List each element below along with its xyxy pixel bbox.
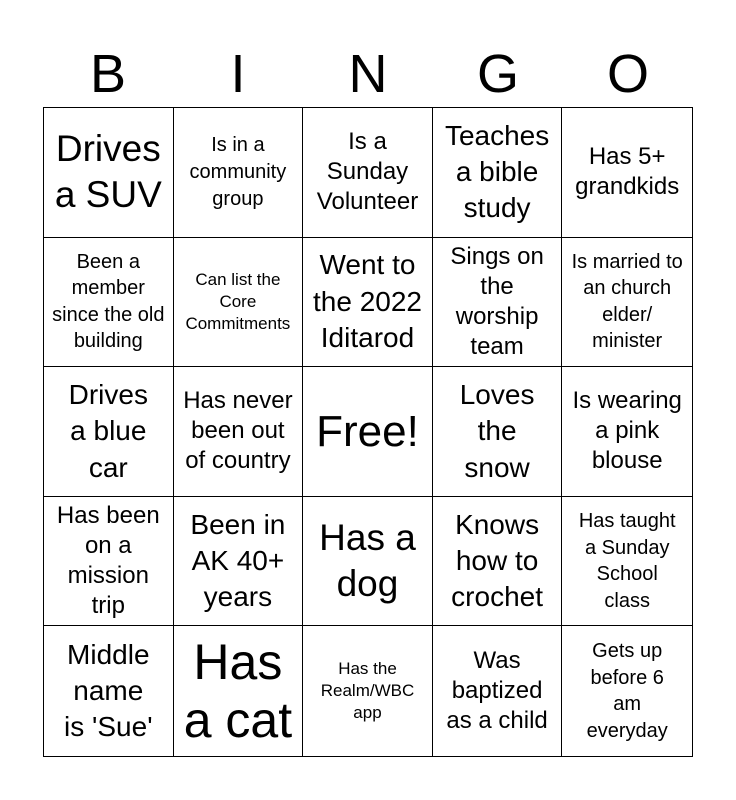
bingo-cell-r3c5[interactable]: Is wearing a pink blouse xyxy=(562,367,692,497)
header-letter-o: O xyxy=(606,44,649,104)
bingo-cell-r1c4[interactable]: Teaches a bible study xyxy=(433,108,563,238)
header-letter-b: B xyxy=(89,44,127,104)
bingo-cell-r4c1[interactable]: Has been on a mission trip xyxy=(44,497,174,627)
bingo-cell-r4c5[interactable]: Has taught a Sunday School class xyxy=(562,497,692,627)
bingo-cell-r2c3[interactable]: Went to the 2022 Iditarod xyxy=(303,238,433,368)
bingo-cell-r4c3[interactable]: Has a dog xyxy=(303,497,433,627)
bingo-board xyxy=(43,107,693,757)
bingo-cell-r4c2[interactable]: Been in AK 40+ years xyxy=(174,497,304,627)
bingo-cell-r2c1[interactable]: Been a member since the old building xyxy=(44,238,174,368)
bingo-cell-r5c1[interactable]: Middle name is 'Sue' xyxy=(44,626,174,756)
bingo-cell-r3c2[interactable]: Has never been out of country xyxy=(174,367,304,497)
bingo-cell-r5c2[interactable]: Has a cat xyxy=(174,626,304,756)
bingo-cell-r1c3[interactable]: Is a Sunday Volunteer xyxy=(303,108,433,238)
bingo-cell-r1c5[interactable]: Has 5+ grandkids xyxy=(562,108,692,238)
bingo-cell-r4c4[interactable]: Knows how to crochet xyxy=(433,497,563,627)
bingo-cell-r5c3[interactable]: Has the Realm/WBC app xyxy=(303,626,433,756)
bingo-cell-r1c1[interactable]: Drives a SUV xyxy=(44,108,174,238)
bingo-cell-r2c5[interactable]: Is married to an church elder/ minister xyxy=(562,238,692,368)
bingo-cell-r3c4[interactable]: Loves the snow xyxy=(433,367,563,497)
bingo-header xyxy=(43,40,693,108)
bingo-cell-r5c5[interactable]: Gets up before 6 am everyday xyxy=(586,640,668,742)
header-letter-i: I xyxy=(230,44,246,104)
header-letter-g: G xyxy=(476,44,519,104)
bingo-cell-r2c4[interactable]: Sings on the worship team xyxy=(433,238,563,368)
bingo-cell-free[interactable]: Free! xyxy=(303,367,433,497)
bingo-cell-r3c1[interactable]: Drives a blue car xyxy=(44,367,174,497)
bingo-cell-r2c2[interactable]: Can list the Core Commitments xyxy=(174,238,304,368)
header-letter-n: N xyxy=(348,44,388,104)
bingo-cell-r5c4[interactable]: Was baptized as a child xyxy=(433,626,563,756)
bingo-cell-r1c2[interactable]: Is in a community group xyxy=(174,108,304,238)
